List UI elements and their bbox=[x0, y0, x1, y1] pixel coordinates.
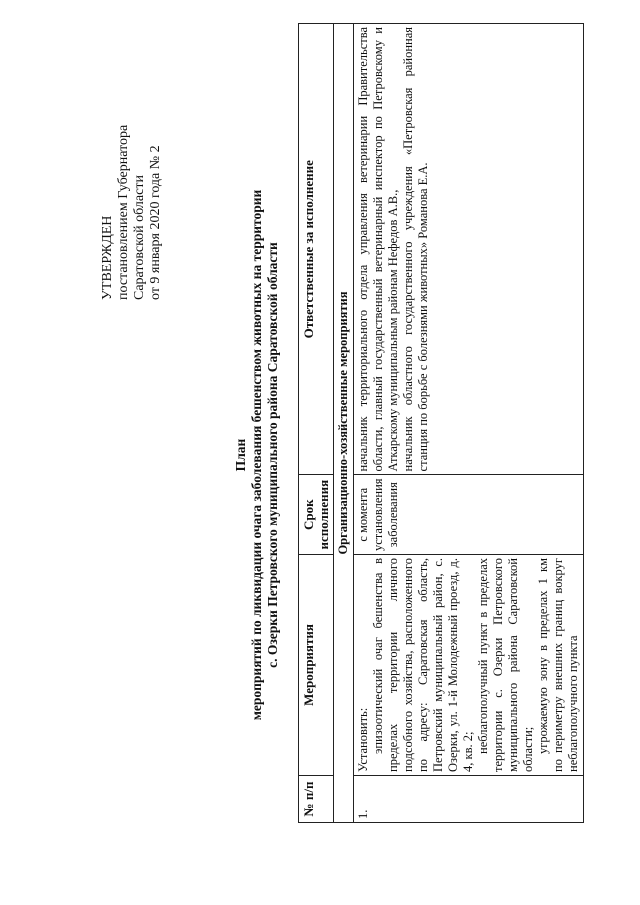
approval-date: от 9 января 2020 года № 2 bbox=[148, 145, 163, 300]
approval-line: Саратовской области bbox=[132, 175, 147, 300]
activity-paragraph: неблагополучный пункт в пределах территории с. Озерки Петровского муниципального района Саратовской области; bbox=[476, 558, 535, 772]
term-cell: с момента установления заболевания bbox=[354, 475, 584, 555]
activity-paragraph: угрожаемую зону в пределах 1 км по периметру внешних границ вокруг неблагополучного пункта bbox=[536, 558, 580, 772]
approval-heading: УТВЕРЖДЕН bbox=[100, 215, 115, 300]
section-title: Организационно-хозяйственные мероприятия bbox=[334, 24, 354, 823]
column-header-term: Срок исполнения bbox=[299, 475, 334, 555]
approval-stamp bbox=[100, 40, 164, 300]
table-header-row bbox=[299, 24, 334, 823]
approval-line: постановлением Губернатора bbox=[116, 124, 131, 300]
row-number: 1. bbox=[354, 776, 584, 823]
title-heading: План bbox=[233, 438, 248, 472]
activity-cell bbox=[354, 555, 584, 776]
document-title bbox=[233, 45, 281, 865]
column-header-responsible: Ответственные за исполнение bbox=[299, 24, 334, 475]
title-subheading: мероприятий по ликвидации очага заболевания бешенством животных на территории bbox=[249, 189, 264, 721]
title-subheading: с. Озерки Петровского муниципального района Саратовской области bbox=[265, 242, 280, 668]
table-row bbox=[354, 24, 584, 823]
activity-intro: Установить: bbox=[356, 707, 370, 772]
responsible-cell bbox=[354, 24, 584, 475]
column-header-number: № п/п bbox=[299, 776, 334, 823]
section-row bbox=[334, 24, 354, 823]
responsible-paragraph: начальник областного государственного учреждения «Петровская районная станция по борьбе с болезнями животных» Романова Е.А. bbox=[401, 27, 430, 472]
responsible-paragraph: начальник территориального отдела управления ветеринарии Правительства области, главный государственный ветеринарный инспектор по Петровскому и Аткарскому муниципальным районам Нефедов А.В., bbox=[356, 27, 400, 472]
plan-table bbox=[298, 23, 584, 823]
column-header-activity: Мероприятия bbox=[299, 555, 334, 776]
activity-paragraph: эпизоотический очаг бешенства в пределах территории личного подсобного хозяйства, расположенного по адресу: Саратовская область, Петровский муниципальный район, с. Озерки, ул. 1-й Молодежный проезд, д. 4, кв. 2; bbox=[371, 558, 475, 772]
